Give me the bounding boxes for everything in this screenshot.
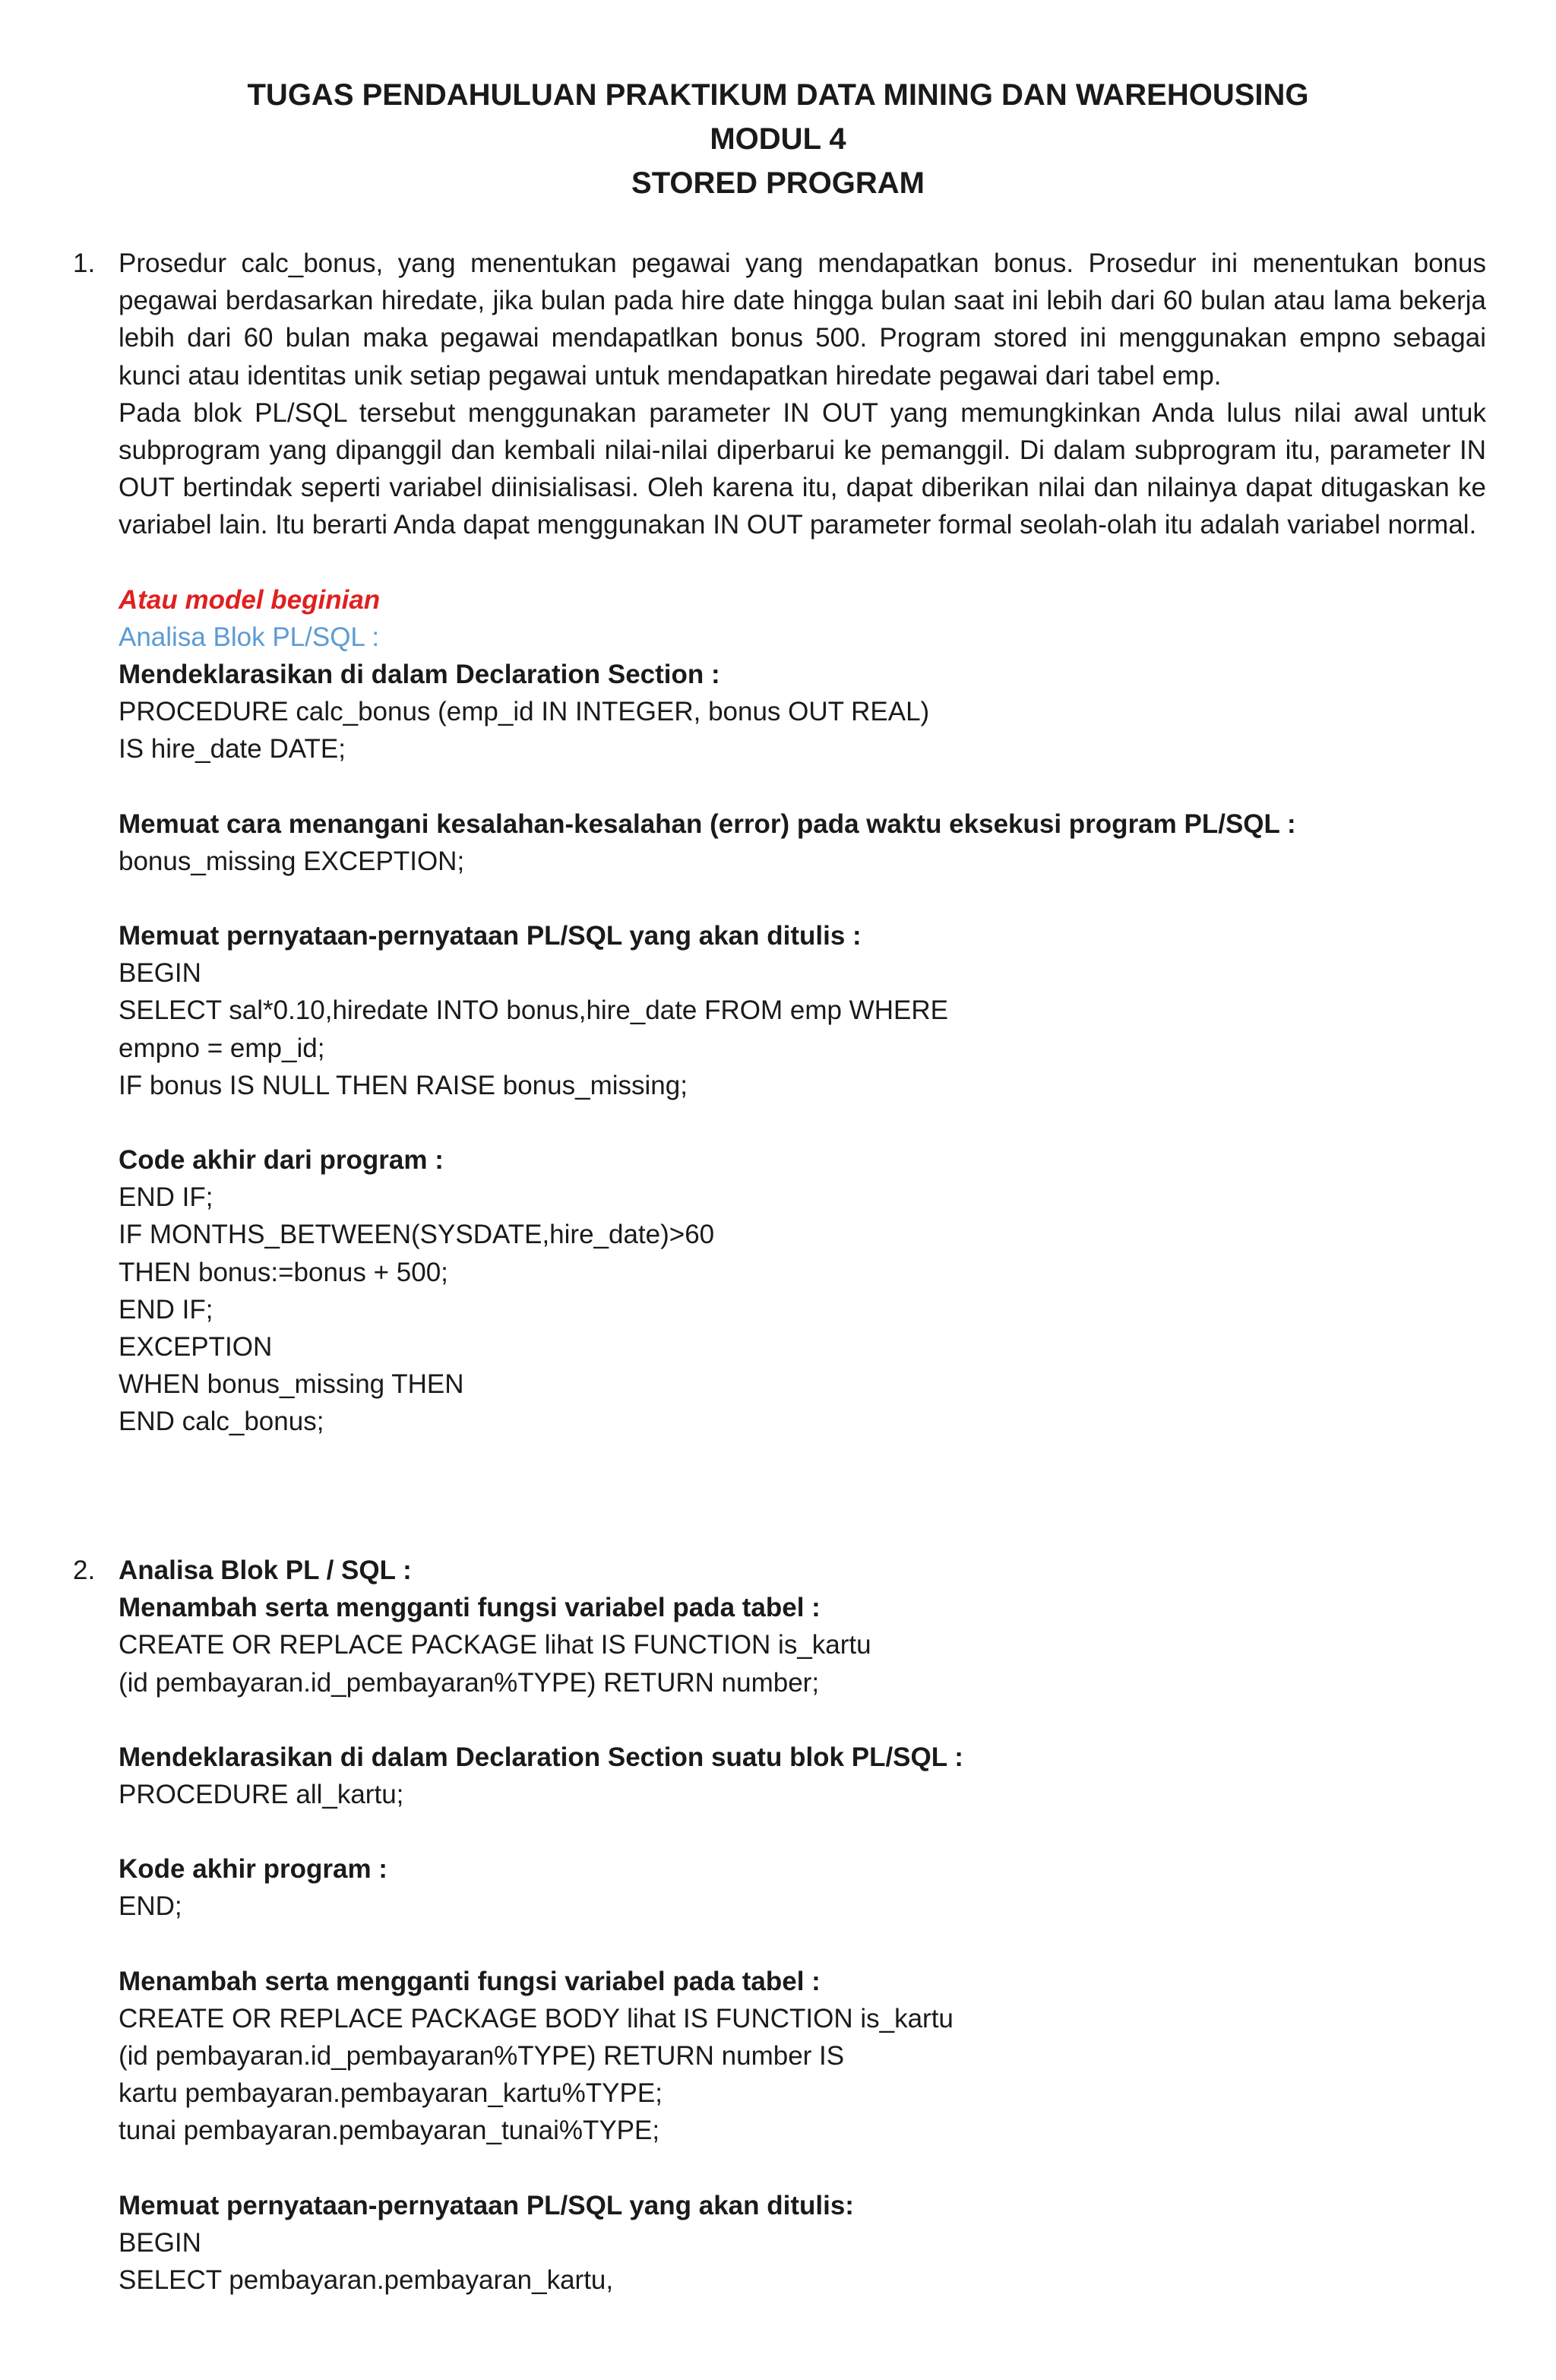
code-line: END calc_bonus; [119, 1407, 324, 1437]
section-heading: Menambah serta mengganti fungsi variabel pada tabel : [119, 1966, 821, 1996]
code-line: CREATE OR REPLACE PACKAGE lihat IS FUNCTION is_kartu [119, 1630, 871, 1660]
section-heading: Memuat pernyataan-pernyataan PL/SQL yang akan ditulis: [119, 2190, 854, 2220]
list-number-1: 1. [73, 248, 96, 278]
list-item-2 [73, 1552, 1486, 2299]
code-line: END IF; [119, 1294, 213, 1325]
code-line: IF MONTHS_BETWEEN(SYSDATE,hire_date)>60 [119, 1220, 715, 1250]
section-heading: Code akhir dari program : [119, 1145, 444, 1176]
code-line: PROCEDURE calc_bonus (emp_id IN INTEGER, bonus OUT REAL) [119, 697, 930, 727]
title-line-3: STORED PROGRAM [631, 166, 925, 200]
code-line: CREATE OR REPLACE PACKAGE BODY lihat IS FUNCTION is_kartu [119, 2003, 954, 2033]
item2-title: Analisa Blok PL / SQL : [119, 1556, 412, 1585]
code-line: (id pembayaran.id_pembayaran%TYPE) RETURN number IS [119, 2041, 845, 2071]
section-heading: Menambah serta mengganti fungsi variabel pada tabel : [119, 1593, 821, 1623]
title-line-2: MODUL 4 [710, 122, 846, 156]
code-line: BEGIN [119, 2227, 201, 2258]
item1-paragraph-2: Pada blok PL/SQL tersebut menggunakan parameter IN OUT yang memungkinkan Anda lulus nilai awal untuk subprogram yang dipanggil dan kembali nilai-nilai diperbarui ke pemanggil. Di dalam subprogram itu, parameter IN OUT bertindak seperti variabel diinisialisasi. Oleh karena itu, dapat diberikan nilai dan nilainya dapat ditugaskan ke variabel lain. Itu berarti Anda dapat menggunakan IN OUT parameter formal seolah-olah itu adalah variabel normal. [119, 397, 1486, 540]
section-heading: Kode akhir program : [119, 1854, 387, 1885]
code-line: PROCEDURE all_kartu; [119, 1780, 404, 1810]
section-heading: Mendeklarasikan di dalam Declaration Section : [119, 660, 720, 690]
section-heading: Memuat pernyataan-pernyataan PL/SQL yang akan ditulis : [119, 921, 862, 951]
list-item-1 [73, 245, 1486, 1441]
code-line: BEGIN [119, 958, 201, 989]
code-line: SELECT pembayaran.pembayaran_kartu, [119, 2265, 614, 2296]
list-number-2: 2. [73, 1556, 96, 1585]
code-line: IF bonus IS NULL THEN RAISE bonus_missing; [119, 1070, 688, 1100]
code-line: WHEN bonus_missing THEN [119, 1369, 464, 1400]
code-line: END; [119, 1891, 182, 1922]
code-line: SELECT sal*0.10,hiredate INTO bonus,hire_date FROM emp WHERE [119, 995, 948, 1026]
code-line: kartu pembayaran.pembayaran_kartu%TYPE; [119, 2078, 663, 2109]
code-line: EXCEPTION [119, 1332, 273, 1362]
document-header [0, 73, 1556, 205]
code-line: empno = emp_id; [119, 1033, 325, 1063]
alt-model-label: Atau model beginian [119, 584, 381, 615]
section-heading: Mendeklarasikan di dalam Declaration Section suatu blok PL/SQL : [119, 1742, 963, 1772]
code-line: IS hire_date DATE; [119, 734, 346, 764]
code-line: END IF; [119, 1182, 213, 1213]
code-line: THEN bonus:=bonus + 500; [119, 1257, 448, 1287]
code-line: bonus_missing EXCEPTION; [119, 846, 465, 876]
item1-paragraphs [119, 245, 1486, 544]
title-line-1: TUGAS PENDAHULUAN PRAKTIKUM DATA MINING DAN WAREHOUSING [247, 78, 1309, 112]
item1-paragraph-1: Prosedur calc_bonus, yang menentukan pegawai yang mendapatkan bonus. Prosedur ini menentukan bonus pegawai berdasarkan hiredate, jika bulan pada hire date hingga bulan saat ini lebih dari 60 bulan atau lama bekerja lebih dari 60 bulan maka pegawai mendapatlkan bonus 500. Program stored ini menggunakan empno sebagai kunci atau identitas unik setiap pegawai untuk mendapatkan hiredate pegawai dari tabel emp. [119, 248, 1486, 391]
code-line: tunai pembayaran.pembayaran_tunai%TYPE; [119, 2116, 660, 2146]
section-heading: Memuat cara menangani kesalahan-kesalahan (error) pada waktu eksekusi program PL/SQL : [119, 809, 1296, 839]
code-line: (id pembayaran.id_pembayaran%TYPE) RETURN number; [119, 1667, 820, 1698]
analysis-label: Analisa Blok PL/SQL : [119, 622, 380, 652]
